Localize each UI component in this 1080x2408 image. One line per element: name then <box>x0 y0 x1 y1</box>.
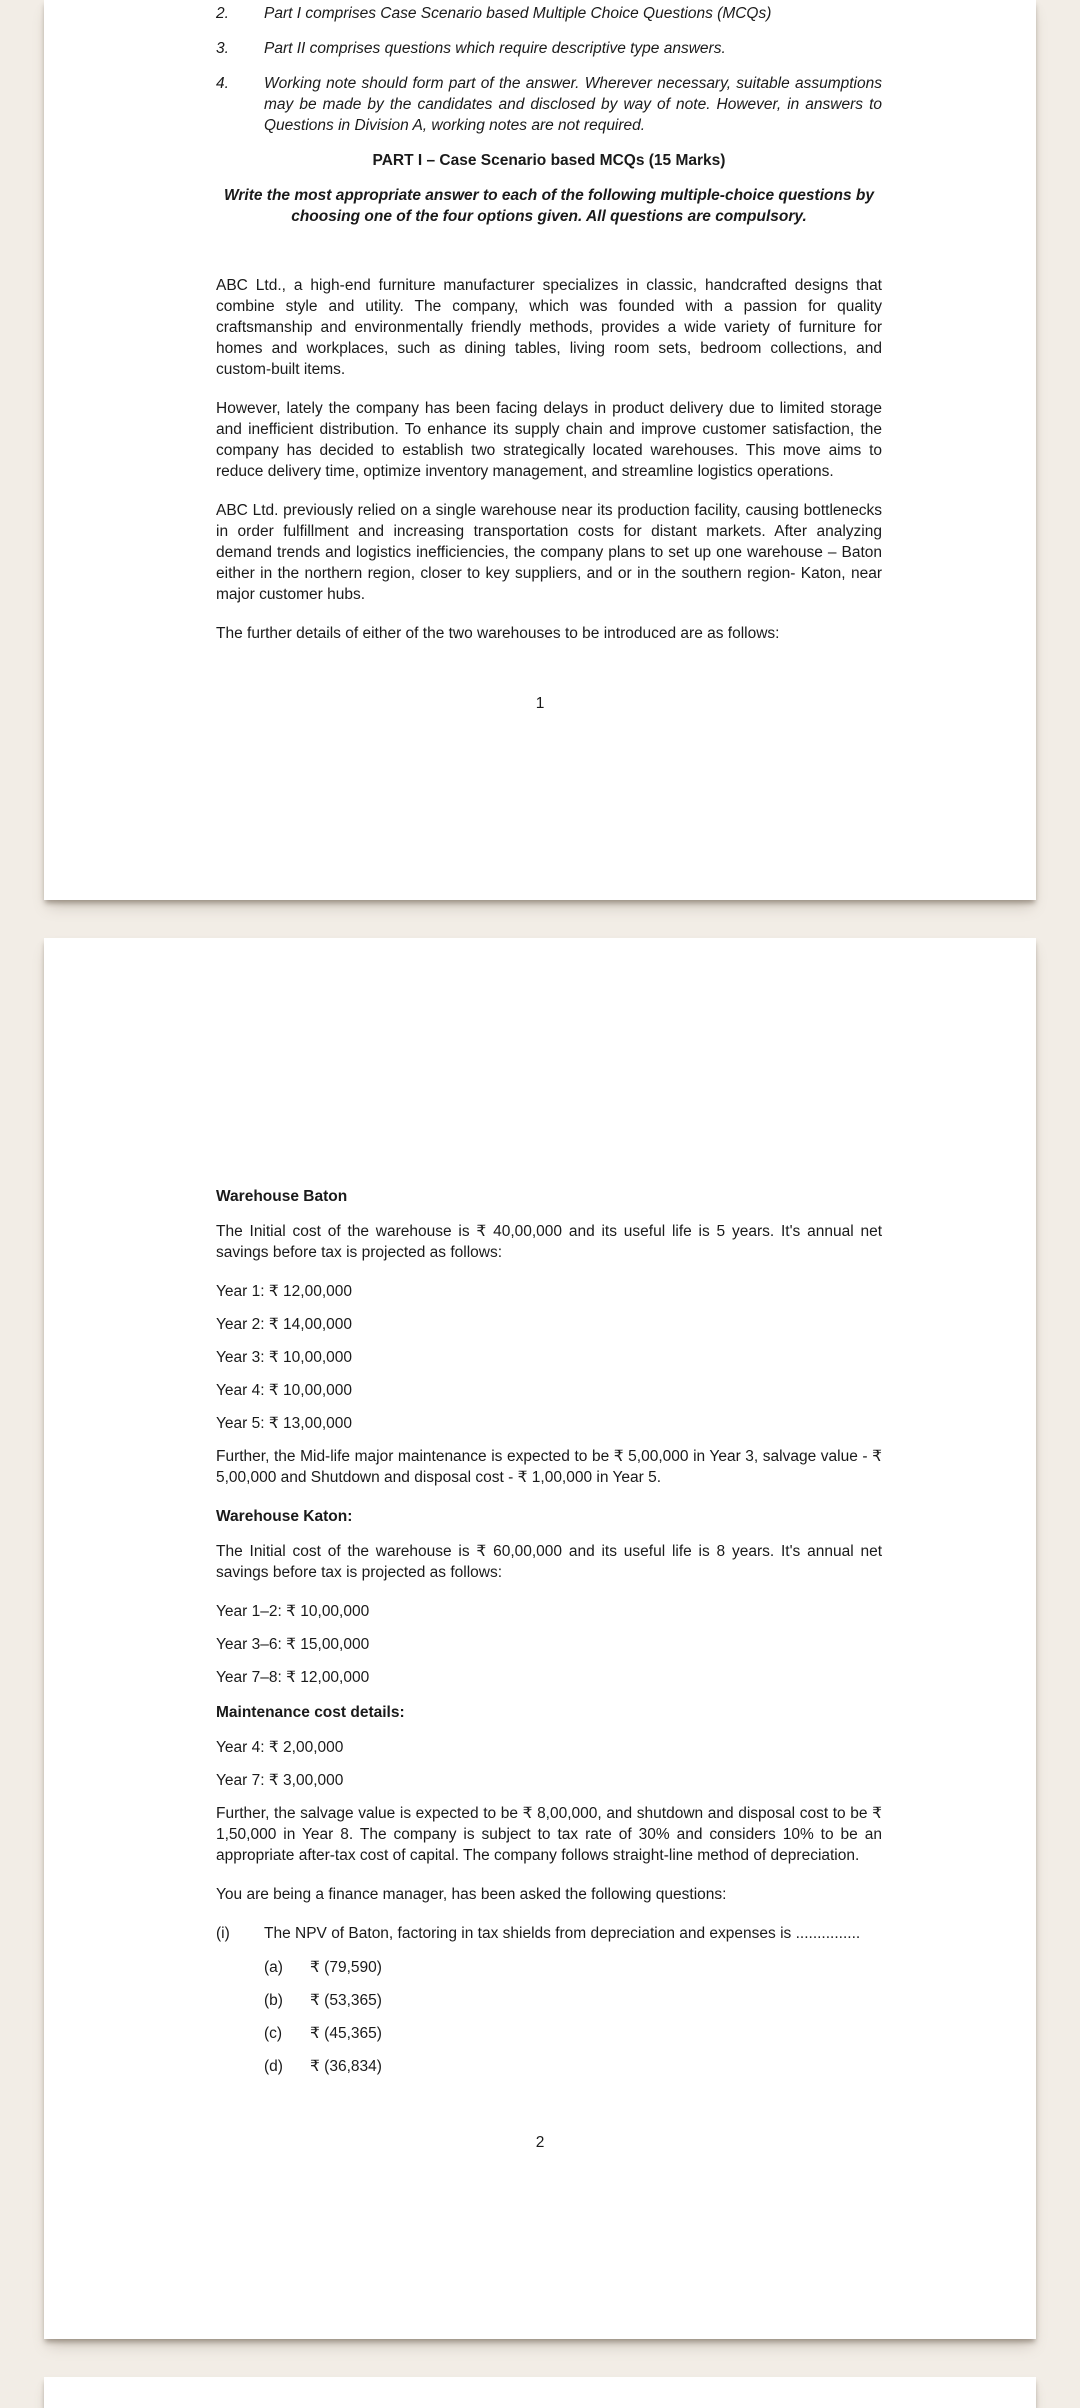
option-value: ₹ (45,365) <box>310 2025 382 2042</box>
option-value: ₹ (79,590) <box>310 1959 382 1976</box>
option-value: ₹ (36,834) <box>310 2058 382 2075</box>
baton-note-paragraph: Further, the Mid-life major maintenance is expected to be ₹ 5,00,000 in Year 3, salvage value - ₹ 5,00,000 and Shutdown and disposal cost - ₹ 1,00,000 in Year 5. <box>216 1448 882 1486</box>
case-paragraph-2: However, lately the company has been facing delays in product delivery due to limited storage and inefficient distribution. To enhance its supply chain and improve customer satisfaction, the company has decided to establish two strategically located warehouses. This move aims to reduce delivery time, optimize inventory management, and streamline logistics operations. <box>216 400 882 480</box>
baton-year-line: Year 5: ₹ 13,00,000 <box>216 1415 352 1432</box>
page-number: 2 <box>535 2134 545 2151</box>
option-d <box>264 2056 882 2077</box>
option-value: ₹ (53,365) <box>310 1992 382 2009</box>
option-a <box>264 1957 882 1978</box>
part1-heading: PART I – Case Scenario based MCQs (15 Marks) <box>372 152 726 169</box>
option-c <box>264 2023 882 2044</box>
katon-intro-paragraph: The Initial cost of the warehouse is ₹ 60,00,000 and its useful life is 8 years. It's annual net savings before tax is projected as follows: <box>216 1543 882 1581</box>
case-paragraph-1: ABC Ltd., a high-end furniture manufacturer specializes in classic, handcrafted designs that combine style and utility. The company, which was founded with a passion for quality craftsmanship and environmentally friendly methods, provides a wide variety of furniture for homes and workplaces, such as dining tables, living room sets, bedroom collections, and custom-built items. <box>216 277 882 378</box>
list-item-text: Part II comprises questions which require descriptive type answers. <box>264 40 726 57</box>
list-item-number: 3. <box>216 40 229 57</box>
finance-manager-line: You are being a finance manager, has been asked the following questions: <box>216 1886 727 1903</box>
page-3-partial <box>44 2377 1036 2408</box>
case-paragraph-3: ABC Ltd. previously relied on a single warehouse near its production facility, causing bottlenecks in order fulfillment and increasing transportation costs for distant markets. After analyzing demand trends and logistics inefficiencies, the company plans to set up one warehouse – Baton either in the northern region, closer to key suppliers, and or in the southern region- Katon, near major customer hubs. <box>216 502 882 603</box>
page-2-content <box>44 938 1036 2339</box>
baton-year-line: Year 4: ₹ 10,00,000 <box>216 1382 352 1399</box>
katon-year-line: Year 3–6: ₹ 15,00,000 <box>216 1636 370 1653</box>
warehouse-katon-heading: Warehouse Katon: <box>216 1508 353 1525</box>
exam-note-item <box>216 73 882 136</box>
mcq-instruction: Write the most appropriate answer to each of the following multiple-choice questions by choosing one of the four options given. All questions are compulsory. <box>224 187 874 225</box>
maintenance-year-line: Year 7: ₹ 3,00,000 <box>216 1772 344 1789</box>
option-letter: (a) <box>264 1959 283 1976</box>
maintenance-details-heading: Maintenance cost details: <box>216 1704 405 1721</box>
page-number: 1 <box>535 695 545 712</box>
baton-year-line: Year 2: ₹ 14,00,000 <box>216 1316 352 1333</box>
warehouse-baton-heading: Warehouse Baton <box>216 1188 348 1205</box>
katon-year-line: Year 7–8: ₹ 12,00,000 <box>216 1669 370 1686</box>
question-text: The NPV of Baton, factoring in tax shields from depreciation and expenses is ............... <box>264 1925 861 1942</box>
baton-year-line: Year 3: ₹ 10,00,000 <box>216 1349 352 1366</box>
option-letter: (d) <box>264 2058 283 2075</box>
baton-year-line: Year 1: ₹ 12,00,000 <box>216 1283 352 1300</box>
list-item-number: 4. <box>216 75 229 92</box>
katon-note-paragraph: Further, the salvage value is expected to be ₹ 8,00,000, and shutdown and disposal cost to be ₹ 1,50,000 in Year 8. The company is subject to tax rate of 30% and considers 10% to be an appropriate after-tax cost of capital. The company follows straight-line method of depreciation. <box>216 1805 882 1864</box>
case-paragraph-4: The further details of either of the two warehouses to be introduced are as follows: <box>216 625 780 642</box>
list-item-text: Working note should form part of the answer. Wherever necessary, suitable assumptions may be made by the candidates and disclosed by way of note. However, in answers to Questions in Division A, working notes are not required. <box>264 75 882 134</box>
page-1-content <box>44 0 1036 900</box>
option-letter: (c) <box>264 2025 283 2042</box>
question-number: (i) <box>216 1925 230 1942</box>
page-2 <box>44 938 1036 2339</box>
list-item-text: Part I comprises Case Scenario based Multiple Choice Questions (MCQs) <box>264 5 772 22</box>
question-i <box>216 1923 882 1944</box>
exam-note-item <box>216 38 882 59</box>
option-letter: (b) <box>264 1992 283 2009</box>
baton-intro-paragraph: The Initial cost of the warehouse is ₹ 40,00,000 and its useful life is 5 years. It's annual net savings before tax is projected as follows: <box>216 1223 882 1261</box>
option-b <box>264 1990 882 2011</box>
page-1 <box>44 0 1036 900</box>
maintenance-year-line: Year 4: ₹ 2,00,000 <box>216 1739 344 1756</box>
exam-note-item <box>216 3 882 24</box>
answer-options <box>264 1957 882 2077</box>
list-item-number: 2. <box>216 5 229 22</box>
katon-year-line: Year 1–2: ₹ 10,00,000 <box>216 1603 370 1620</box>
